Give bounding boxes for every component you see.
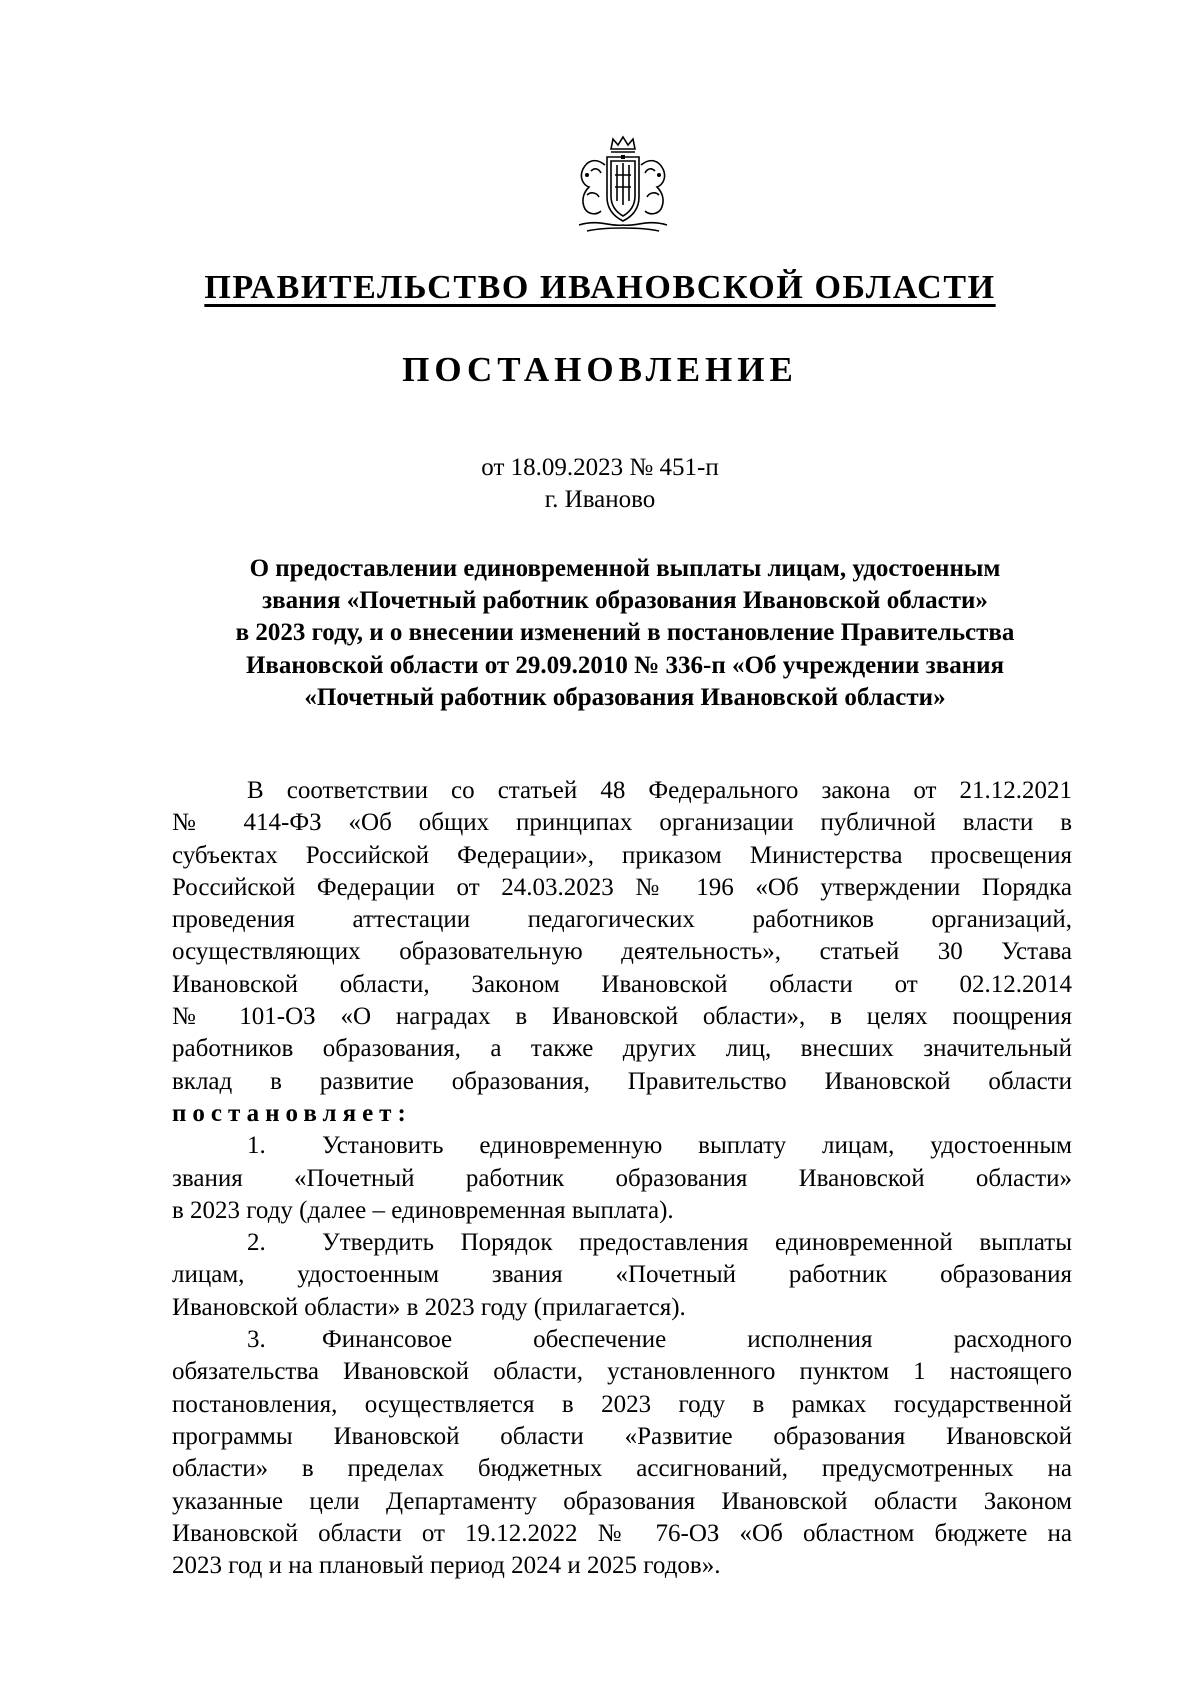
item-number: 3. (247, 1326, 266, 1354)
body-line: Российской Федерации от 24.03.2023 № 196 «Об утверждении Порядка (172, 873, 1072, 901)
body-line: обязательства Ивановской области, установленного пунктом 1 настоящего (172, 1358, 1072, 1386)
heading-line: О предоставлении единовременной выплаты лицам, удостоенным (249, 555, 1001, 582)
list-item (172, 1324, 1072, 1582)
body-line: программы Ивановской области «Развитие образования Ивановской (172, 1422, 1072, 1450)
body-line: осуществляющих образовательную деятельность», статьей 30 Устава (172, 938, 1072, 966)
body-line: субъектах Российской Федерации», приказом Министерства просвещения (172, 841, 1072, 869)
document-type-title: ПОСТАНОВЛЕНИЕ (402, 350, 798, 389)
document-heading (165, 553, 1085, 714)
body-line: 2023 год и на плановый период 2024 и 2025 годов». (172, 1552, 721, 1580)
body-line: Ивановской области от 19.12.2022 № 76-ОЗ «Об областном бюджете на (172, 1519, 1072, 1547)
list-item (172, 1130, 1072, 1227)
list-item (172, 1227, 1072, 1324)
body-line: Ивановской области, Законом Ивановской области от 02.12.2014 (172, 970, 1072, 998)
item-first-line: Утвердить Порядок предоставления единовременной выплаты (322, 1229, 1072, 1257)
heading-line: «Почетный работник образования Ивановской области» (304, 683, 946, 711)
body-line: лицам, удостоенным звания «Почетный работник образования (172, 1261, 1072, 1289)
organization-title: ПРАВИТЕЛЬСТВО ИВАНОВСКОЙ ОБЛАСТИ (204, 269, 996, 306)
body-line: В соответствии со статьей 48 Федерального закона от 21.12.2021 (247, 777, 1072, 804)
body-line: постановления, осуществляется в 2023 году в рамках государственной (172, 1390, 1072, 1418)
heading-line: в 2023 году, и о внесении изменений в постановление Правительства (235, 619, 1015, 647)
document-city: г. Иваново (544, 486, 656, 513)
heading-line: Ивановской области от 29.09.2010 № 336-п «Об учреждении звания (245, 651, 1005, 679)
coat-of-arms-icon (561, 135, 685, 235)
heading-line: звания «Почетный работник образования Ивановской области» (262, 587, 988, 615)
body-line: работников образования, а также других лиц, внесших значительный (172, 1035, 1072, 1063)
body-line: указанные цели Департаменту образования Ивановской области Законом (172, 1487, 1072, 1515)
preamble-paragraph (172, 775, 1072, 1130)
body-line: звания «Почетный работник образования Ивановской области» (172, 1164, 1072, 1192)
item-first-line: Финансовое обеспечение исполнения расходного (322, 1326, 1072, 1354)
item-first-line: Установить единовременную выплату лицам, удостоенным (322, 1132, 1072, 1160)
body-line: Ивановской области» в 2023 году (прилагается). (172, 1293, 686, 1321)
document-body (172, 775, 1072, 1582)
body-line: вклад в развитие образования, Правительство Ивановской области (172, 1067, 1072, 1095)
body-line: № 414-ФЗ «Об общих принципах организации публичной власти в (172, 809, 1072, 837)
body-line: проведения аттестации педагогических работников организаций, (172, 906, 1072, 934)
body-line: № 101-ОЗ «О наградах в Ивановской области», в целях поощрения (172, 1003, 1072, 1031)
body-line: в 2023 году (далее – единовременная выплата). (172, 1196, 674, 1224)
document-date-number: от 18.09.2023 № 451-п (481, 454, 719, 481)
item-number: 1. (247, 1132, 266, 1160)
body-line: области» в пределах бюджетных ассигнований, предусмотренных на (172, 1455, 1072, 1483)
item-number: 2. (247, 1229, 266, 1257)
resolves-word: постановляет: (172, 1099, 412, 1127)
